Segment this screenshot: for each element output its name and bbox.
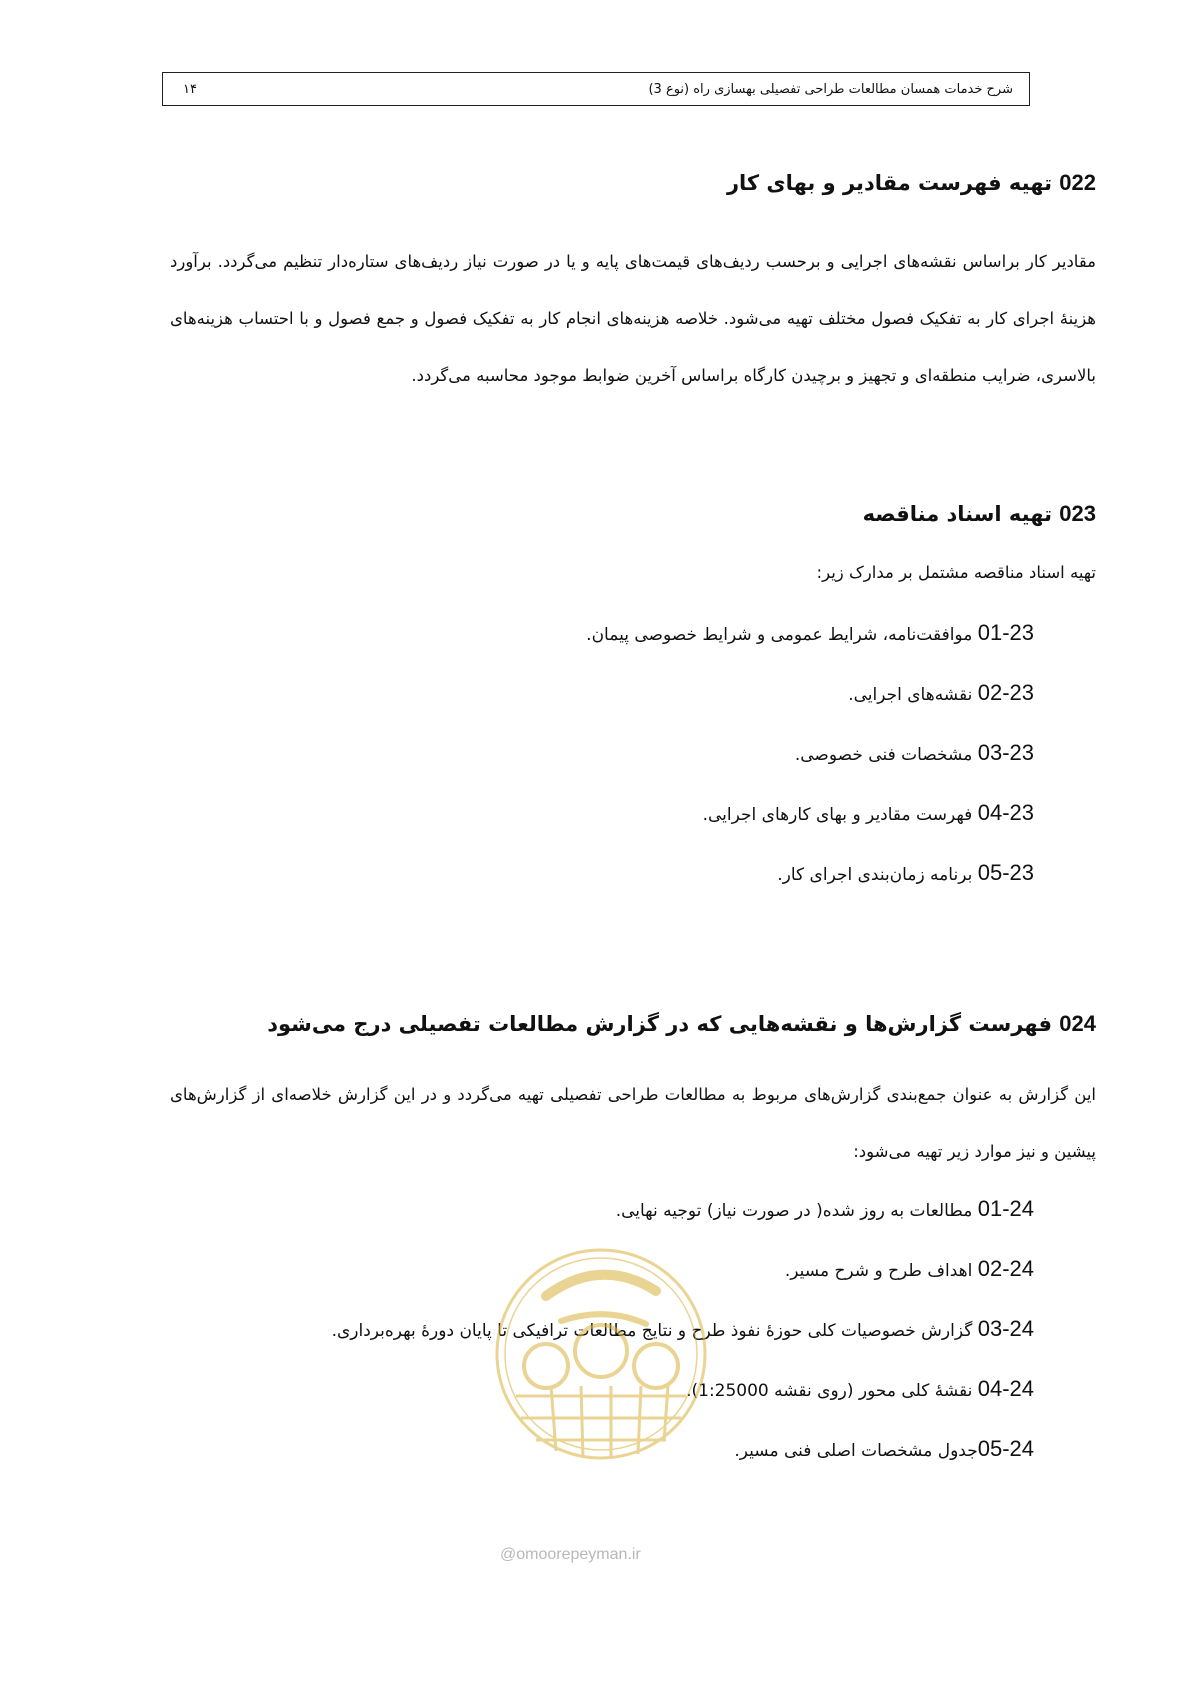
section-heading bbox=[170, 1007, 1096, 1041]
section-heading bbox=[170, 166, 1096, 200]
item-text: مشخصات فنی خصوصی. bbox=[794, 745, 973, 765]
watermark-url: @omoorepeyman.ir bbox=[500, 1546, 641, 1563]
item-text: جدول مشخصات اصلی فنی مسیر. bbox=[734, 1441, 978, 1461]
list-item bbox=[170, 1360, 1034, 1420]
section-023-intro bbox=[170, 553, 1096, 593]
list-item bbox=[170, 724, 1034, 784]
section-intro: این گزارش به عنوان جمع‌بندی گزارش‌های مربوط به مطالعات طراحی تفصیلی تهیه می‌گردد و در این گزارش خلاصه‌ای از گزارش‌های پیشین و نیز موارد زیر تهیه می‌شود: bbox=[170, 1085, 1096, 1161]
section-023 bbox=[170, 497, 1096, 531]
item-code: 03-23 bbox=[977, 740, 1034, 765]
running-title: شرح خدمات همسان مطالعات طراحی تفصیلی بهسازی راه (نوع 3) bbox=[648, 81, 1013, 97]
section-title: فهرست گزارش‌ها و نقشه‌هایی که در گزارش مطالعات تفصیلی درج می‌شود bbox=[267, 1012, 1052, 1036]
item-text: موافقت‌نامه، شرایط عمومی و شرایط خصوصی پیمان. bbox=[586, 625, 973, 645]
item-code: 02-23 bbox=[977, 680, 1034, 705]
item-text: مطالعات به روز شده( در صورت نیاز) توجیه نهایی. bbox=[615, 1201, 973, 1221]
section-title: تهیه فهرست مقادیر و بهای کار bbox=[726, 171, 1052, 195]
section-number: 023 bbox=[1059, 501, 1096, 526]
list-item bbox=[170, 1420, 1034, 1480]
item-code: 04-23 bbox=[977, 800, 1034, 825]
document-list bbox=[170, 604, 1096, 904]
section-number: 022 bbox=[1059, 170, 1096, 195]
item-text: نقشه‌های اجرایی. bbox=[848, 685, 973, 705]
section-intro: تهیه اسناد مناقصه مشتمل بر مدارک زیر: bbox=[816, 563, 1096, 582]
report-list bbox=[170, 1180, 1096, 1480]
item-code: 05-24 bbox=[977, 1436, 1034, 1461]
section-023-list bbox=[170, 604, 1096, 904]
section-022 bbox=[170, 166, 1096, 200]
section-024-intro bbox=[170, 1066, 1096, 1180]
list-item bbox=[170, 604, 1034, 664]
item-code: 01-23 bbox=[977, 620, 1034, 645]
list-item bbox=[170, 664, 1034, 724]
item-code: 02-24 bbox=[977, 1256, 1034, 1281]
section-022-body bbox=[170, 233, 1096, 404]
item-text: اهداف طرح و شرح مسیر. bbox=[784, 1261, 973, 1281]
item-code: 04-24 bbox=[977, 1376, 1034, 1401]
list-item bbox=[170, 1180, 1034, 1240]
item-code: 05-23 bbox=[977, 860, 1034, 885]
list-item bbox=[170, 1300, 1034, 1360]
page-number: ۱۴ bbox=[183, 81, 197, 97]
item-code: 03-24 bbox=[977, 1316, 1034, 1341]
item-text: برنامه زمان‌بندی اجرای کار. bbox=[777, 865, 973, 885]
section-title: تهیه اسناد مناقصه bbox=[862, 502, 1052, 526]
page-header bbox=[162, 72, 1030, 106]
section-heading bbox=[170, 497, 1096, 531]
list-item bbox=[170, 784, 1034, 844]
section-number: 024 bbox=[1059, 1011, 1096, 1036]
item-code: 01-24 bbox=[977, 1196, 1034, 1221]
list-item bbox=[170, 844, 1034, 904]
section-024 bbox=[170, 1007, 1096, 1041]
item-text: نقشهٔ کلی محور (روی نقشه 1:25000). bbox=[686, 1381, 973, 1401]
list-item bbox=[170, 1240, 1034, 1300]
item-text: فهرست مقادیر و بهای کارهای اجرایی. bbox=[702, 805, 973, 825]
section-024-list bbox=[170, 1180, 1096, 1480]
section-paragraph: مقادیر کار براساس نقشه‌های اجرایی و برحسب ردیف‌های قیمت‌های پایه و یا در صورت نیاز ردیف‌های ستاره‌دار تنظیم می‌گردد. برآورد هزینهٔ اجرای کار به تفکیک فصول مختلف تهیه می‌شود. خلاصه هزینه‌های انجام کار به تفکیک فصول و جمع فصول و با احتساب هزینه‌های بالاسری، ضرایب منطقه‌ای و تجهیز و برچیدن کارگاه براساس آخرین ضوابط موجود محاسبه می‌گردد. bbox=[170, 252, 1096, 385]
item-text: گزارش خصوصیات کلی حوزهٔ نفوذ طرح و نتایج مطالعات ترافیکی تا پایان دورهٔ بهره‌برداری. bbox=[331, 1321, 973, 1341]
